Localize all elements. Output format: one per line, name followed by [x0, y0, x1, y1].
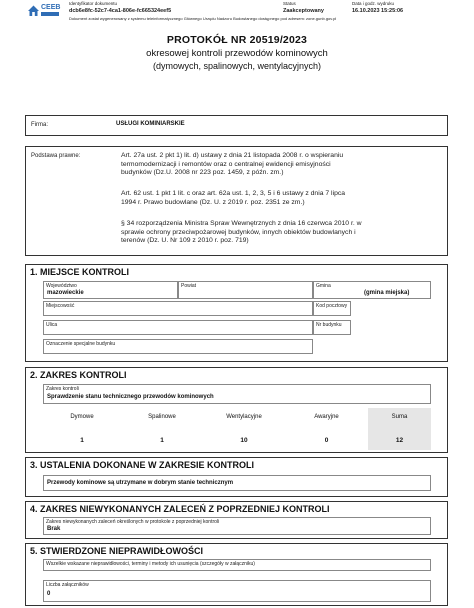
ulica-label: Ulica	[46, 322, 58, 328]
section-1-title: 1. MIEJSCE KONTROLI	[30, 267, 130, 277]
document-header	[0, 0, 474, 28]
zalaczniki-cell	[43, 580, 431, 602]
header-suma: Suma	[391, 414, 408, 420]
miejscowosc-label: Miejscowość	[46, 303, 75, 309]
zakres-label: Zakres kontroli	[46, 386, 79, 392]
protocol-subtitle-detail: (dymowych, spalinowych, wentylacyjnych)	[152, 61, 322, 71]
header-dymowe: Dymowe	[70, 414, 94, 420]
value-spalinowe: 1	[160, 437, 164, 444]
oznaczenie-label: Oznaczenie specjalne budynku	[46, 341, 116, 347]
powiat-cell	[178, 281, 313, 299]
legal-line: sprawie ochrony przeciwpożarowej budynków, innych obiektów budowlanych i	[121, 228, 356, 236]
zalecenia-value: Brak	[47, 526, 61, 532]
header-wentylacyjne: Wentylacyjne	[226, 414, 262, 420]
nr-budynku-label: Nr budynku	[316, 322, 342, 328]
firm-box	[25, 115, 448, 136]
status-label: Status	[283, 1, 296, 6]
nr-budynku-cell	[313, 320, 351, 335]
wojewodztwo-cell	[43, 281, 178, 299]
ustalenia-value: Przewody kominowe są utrzymane w dobrym stanie technicznym	[47, 480, 234, 486]
wojewodztwo-value: mazowieckie	[47, 290, 84, 296]
legal-line: termomodernizacji i remontów oraz o centralnej ewidencji emisyjności	[121, 160, 331, 168]
protocol-subtitle: okresowej kontroli przewodów kominowych	[146, 48, 328, 59]
zalaczniki-label: Liczba załączników	[46, 582, 89, 588]
doc-id: dcb6e8fc-52c7-4ca1-806e-fc665324eef5	[69, 8, 172, 14]
nieprawidlowosci-label: Wszelkie wskazane nieprawidłowości, terminy i metody ich usunięcia (szczegóły w załączniku)	[46, 561, 255, 567]
powiat-label: Powiat	[181, 283, 197, 289]
section-3-title: 3. USTALENIA DOKONANE W ZAKRESIE KONTROLI	[30, 460, 255, 470]
wojewodztwo-label: Województwo	[46, 283, 77, 289]
kod-label: Kod pocztowy	[316, 303, 348, 309]
legal-basis-label: Podstawa prawne:	[31, 153, 81, 159]
ulica-cell	[43, 320, 313, 335]
zalaczniki-count: 0	[47, 591, 51, 597]
kod-cell	[313, 301, 351, 316]
print-date: 16.10.2023 15:25:06	[352, 8, 404, 14]
zalecenia-label: Zakres niewykonanych zaleceń określonych w protokole z poprzedniej kontroli	[46, 519, 220, 525]
legal-line: Art. 62 ust. 1 pkt 1 lit. c oraz art. 62a ust. 1, 2, 3, 5 i 6 ustawy z dnia 7 lipca	[121, 190, 346, 197]
logo-underline	[41, 12, 59, 16]
generated-note: Dokument został wygenerowany z systemu teleinformatycznego Głównego Urzędu Nadzoru Budowlanego dostępnego pod adresem: zone.gunb.gov.pl	[69, 16, 337, 21]
value-wentylacyjne: 10	[240, 437, 248, 444]
house-icon	[27, 4, 40, 17]
firm-label: Firma:	[31, 122, 48, 128]
section-2-title: 2. ZAKRES KONTROLI	[30, 370, 127, 380]
legal-line: budynków (Dz.U. 2008 nr 223 poz. 1459, z późn. zm.)	[121, 169, 284, 177]
section-5-title: 5. STWIERDZONE NIEPRAWIDŁOWOŚCI	[30, 546, 204, 556]
header-awaryjne: Awaryjne	[314, 414, 339, 420]
legal-line: terenów (Dz. U. Nr 109 z 2010 r. poz. 719)	[121, 237, 249, 245]
protocol-title: PROTOKÓŁ NR 20519/2023	[166, 34, 308, 46]
value-dymowe: 1	[80, 437, 84, 444]
ustalenia-cell	[43, 475, 431, 491]
legal-line: Art. 27a ust. 2 pkt 1) lit. d) ustawy z dnia 21 listopada 2008 r. o wspieraniu	[121, 152, 344, 159]
legal-line: § 34 rozporządzenia Ministra Spraw Wewnętrznych z dnia 16 czerwca 2010 r. w	[121, 220, 362, 227]
miejscowosc-cell	[43, 301, 313, 316]
legal-paragraph-1	[121, 152, 343, 178]
legal-paragraph-3	[121, 220, 362, 246]
zalecenia-cell	[43, 517, 431, 535]
status-value: Zaakceptowany	[283, 8, 324, 14]
legal-line: 1994 r. Prawo budowlane (Dz. U. z 2019 r. poz. 2351 ze zm.)	[121, 198, 305, 206]
zakres-value: Sprawdzenie stanu technicznego przewodów kominowych	[47, 394, 214, 400]
value-awaryjne: 0	[324, 437, 329, 444]
section-4-title: 4. ZAKRES NIEWYKONANYCH ZALECEŃ Z POPRZEDNIEJ KONTROLI	[30, 504, 330, 514]
legal-paragraph-2	[121, 190, 345, 207]
gmina-cell	[313, 281, 431, 299]
oznaczenie-cell	[43, 339, 313, 354]
logo-text: CEEB	[41, 4, 61, 11]
nieprawidlowosci-cell	[43, 559, 431, 571]
gmina-value: (gmina miejska)	[364, 290, 410, 296]
value-suma: 12	[395, 437, 404, 444]
doc-id-label: Identyfikator dokumentu	[69, 1, 118, 6]
gmina-label: Gmina	[316, 283, 331, 289]
print-date-label: Data i godz. wydruku	[352, 1, 395, 6]
legal-basis-box	[25, 146, 448, 256]
header-spalinowe: Spalinowe	[148, 414, 176, 420]
zakres-cell	[43, 384, 431, 404]
firm-name: USŁUGI KOMINIARSKIE	[116, 121, 185, 127]
